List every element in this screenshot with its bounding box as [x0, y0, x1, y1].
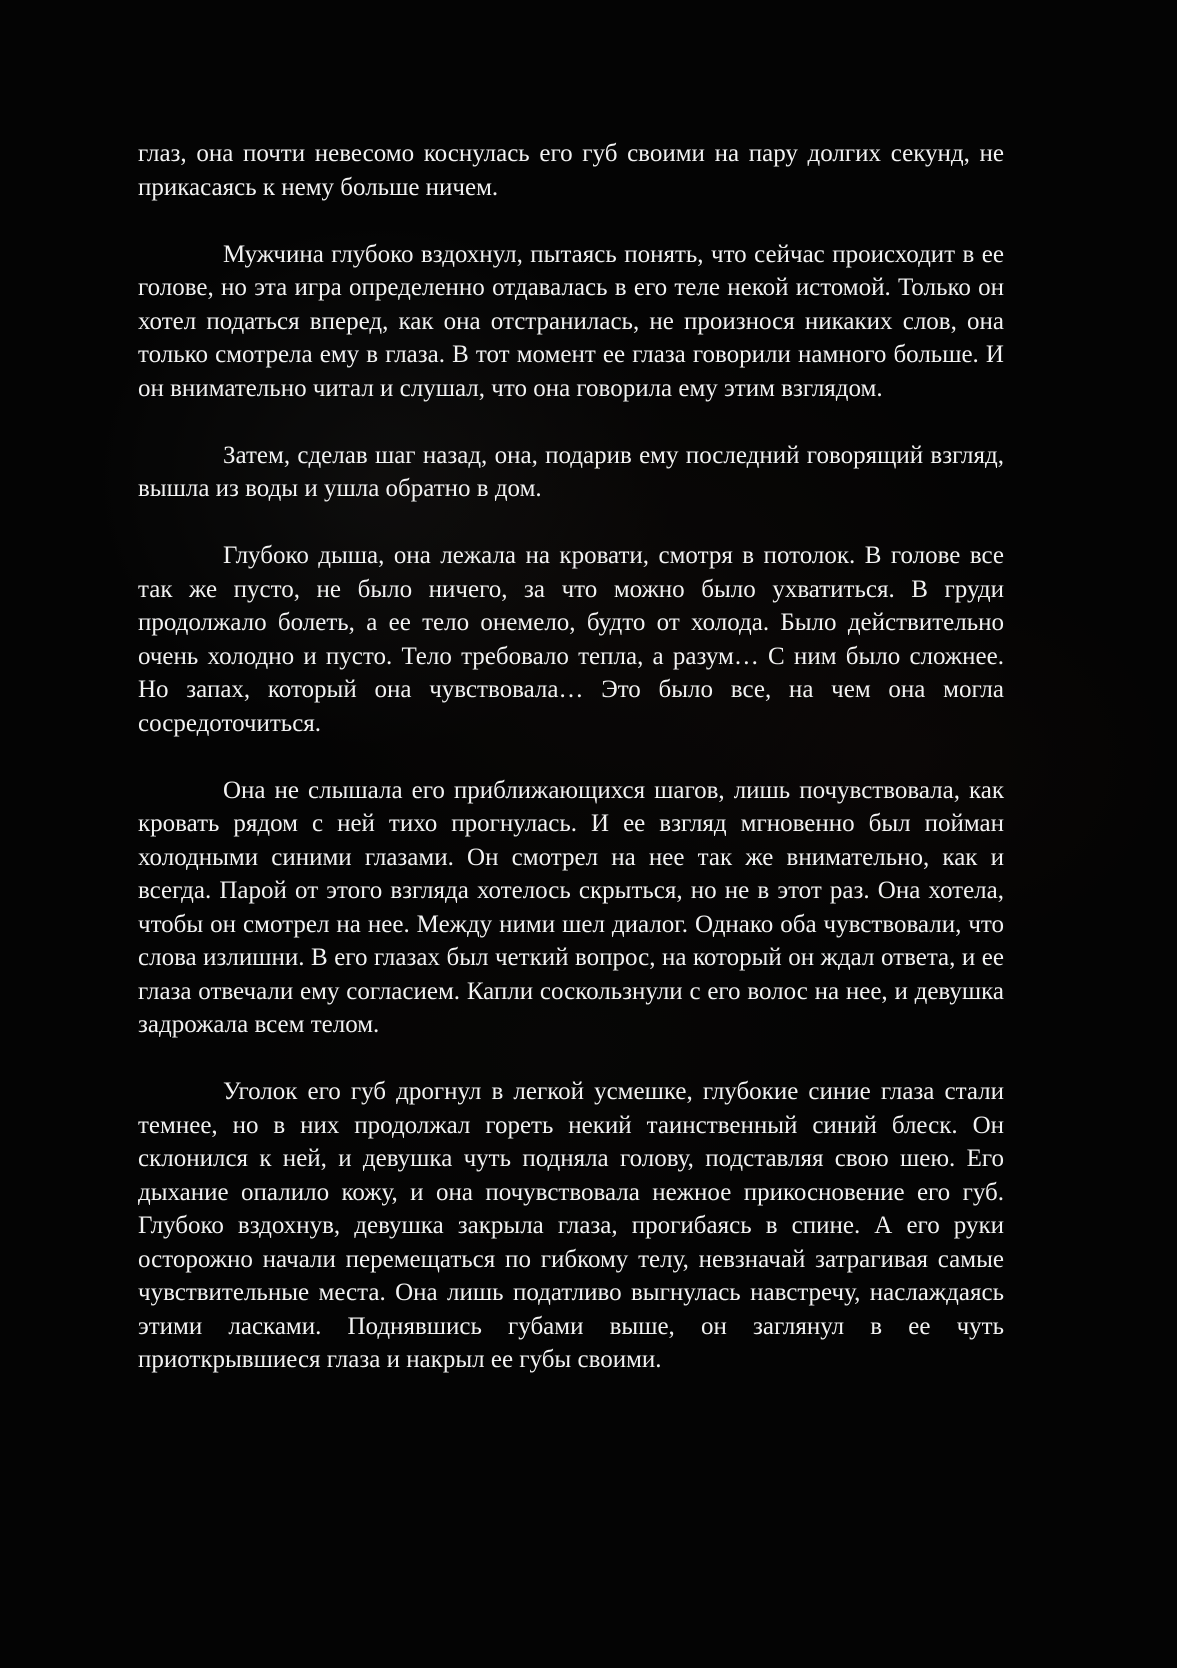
paragraph: Затем, сделав шаг назад, она, подарив ему последний говорящий взгляд, вышла из воды и ушла обратно в дом. [138, 441, 1004, 502]
paragraph: глаз, она почти невесомо коснулась его губ своими на пару долгих секунд, не прикасаясь к нему больше ничем. [138, 140, 1004, 201]
paragraph: Она не слышала его приближающихся шагов, лишь почувствовала, как кровать рядом с ней тихо прогнулась. И ее взгляд мгновенно был пойман холодными синими глазами. Он смотрел на нее так же внимательно, как и всегда. Парой от этого взгляда хотелось скрыться, но не в этот раз. Она хотела, чтобы он смотрел на нее. Между ними шел диалог. Однако оба чувствовали, что слова излишни. В его глазах был четкий вопрос, на который он ждал ответа, и ее глаза отвечали ему согласием. Капли соскользнули с его волос на нее, и девушка задрожала всем телом. [138, 776, 1004, 1038]
paragraph: Уголок его губ дрогнул в легкой усмешке, глубокие синие глаза стали темнее, но в них продолжал гореть некий таинственный синий блеск. Он склонился к ней, и девушка чуть подняла голову, подставляя свою шею. Его дыхание опалило кожу, и она почувствовала нежное прикосновение его губ. Глубоко вздохнув, девушка закрыла глаза, прогибаясь в спине. А его руки осторожно начали перемещаться по гибкому телу, невзначай затрагивая самые чувствительные места. Она лишь податливо выгнулась навстречу, наслаждаясь этими ласками. Поднявшись губами выше, он заглянул в ее чуть приоткрывшиеся глаза и накрыл ее губы своими. [138, 1078, 1004, 1373]
paragraph: Мужчина глубоко вздохнул, пытаясь понять, что сейчас происходит в ее голове, но эта игра определенно отдавалась в его теле некой истомой. Только он хотел податься вперед, как она отстранилась, не произнося никаких слов, она только смотрела ему в глаза. В тот момент ее глаза говорили намного больше. И он внимательно читал и слушал, что она говорила ему этим взглядом. [138, 240, 1004, 402]
paragraph: Глубоко дыша, она лежала на кровати, смотря в потолок. В голове все так же пусто, не было ничего, за что можно было ухватиться. В груди продолжало болеть, а ее тело онемело, будто от холода. Было действительно очень холодно и пусто. Тело требовало тепла, а разум… С ним было сложнее. Но запах, который она чувствовала… Это было все, на чем она могла сосредоточиться. [138, 542, 1004, 737]
body-text [138, 137, 1004, 1410]
